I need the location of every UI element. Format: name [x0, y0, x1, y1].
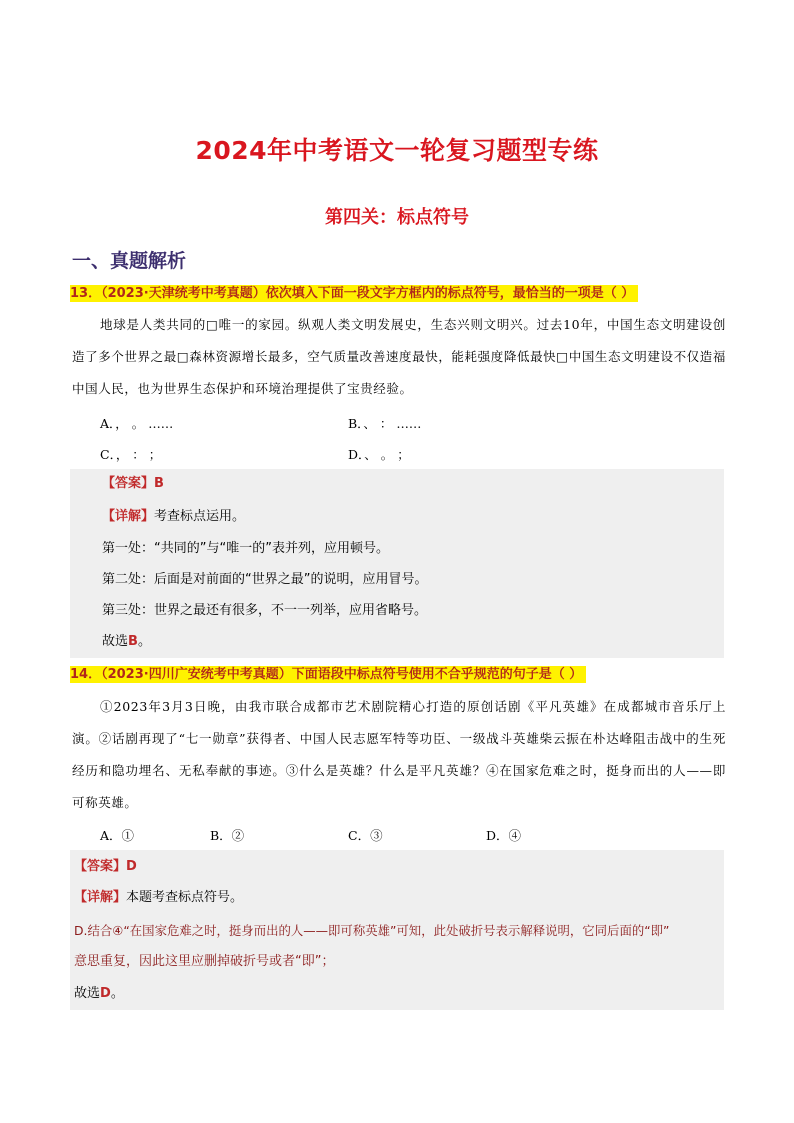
- question-14-header-text: 14．（2023·四川广安统考中考真题）下面语段中标点符号使用不合乎规范的句子是（ ）: [70, 666, 586, 683]
- choose-value: D: [100, 986, 111, 1001]
- choose-value: B: [128, 634, 138, 649]
- question-13-header-text: 13．（2023·天津统考中考真题）依次填入下面一段文字方框内的标点符号，最恰当的一项是（ ）: [70, 285, 638, 302]
- question-13-explain-2: 第二处：后面是对前面的“世界之最”的说明，应用冒号。: [102, 572, 428, 587]
- detail-text: 考查标点运用。: [154, 509, 246, 524]
- choose-prefix: 故选: [74, 986, 101, 1001]
- question-13-answer: [102, 474, 164, 494]
- question-14-choose: [74, 984, 124, 1004]
- question-13-choose: [102, 632, 151, 652]
- question-14-header: [70, 665, 586, 685]
- question-14-option-a: A．①: [100, 828, 135, 843]
- document-subtitle: 第四关：标点符号: [325, 207, 469, 228]
- question-14-option-d: D．④: [486, 828, 522, 843]
- detail-label: 【详解】: [74, 890, 127, 905]
- document-title: 2024年中考语文一轮复习题型专练: [195, 136, 599, 165]
- question-13-option-d: D．、 。 ；: [348, 447, 410, 462]
- question-14-option-b: B．②: [210, 828, 245, 843]
- question-13-explain-3: 第三处：世界之最还有很多，不一一列举，应用省略号。: [102, 603, 428, 618]
- question-13-passage: 地球是人类共同的□唯一的家园。纵观人类文明发展史，生态兴则文明兴。过去10年，中国生态文明建设创造了多个世界之最□森林资源增长最多，空气质量改善速度最快，能耗强度降低最快□中国生态文明建设不仅造福中国人民，也为世界生态保护和环境治理提供了宝贵经验。: [72, 317, 726, 396]
- answer-label: 【答案】: [102, 476, 155, 491]
- question-13-answer-box: [70, 469, 724, 658]
- question-13-explain-1: 第一处：“共同的”与“唯一的”表并列，应用顿号。: [102, 541, 389, 556]
- question-13-option-c: C．， ： ；: [100, 447, 162, 462]
- answer-label: 【答案】: [74, 859, 127, 874]
- question-14-explain-2: 意思重复，因此这里应删掉破折号或者“即”；: [74, 954, 335, 969]
- answer-value: B: [154, 476, 164, 491]
- question-13-header: [70, 284, 638, 304]
- question-14-explain-1: D.结合④“在国家危难之时，挺身而出的人——即可称英雄”可知，此处破折号表示解释说明，它同后面的“即”: [74, 923, 670, 938]
- detail-text: 本题考查标点符号。: [126, 890, 244, 905]
- question-13-detail: [102, 507, 245, 527]
- answer-value: D: [126, 859, 137, 874]
- question-14-detail: [74, 888, 243, 908]
- choose-prefix: 故选: [102, 634, 129, 649]
- question-14-answer-box: [70, 850, 724, 1010]
- section-heading: 一、真题解析: [72, 250, 187, 272]
- question-14-passage: ①2023年3月3日晚，由我市联合成都市艺术剧院精心打造的原创话剧《平凡英雄》在成都城市音乐厅上演。②话剧再现了“七一勋章”获得者、中国人民志愿军特等功臣、一级战斗英雄柴云振在朴达峰阻击战中的生死经历和隐功埋名、无私奉献的事迹。③什么是英雄？什么是平凡英雄？④在国家危难之时，挺身而出的人——即可称英雄。: [72, 699, 726, 810]
- question-13-option-b: B．、 ： ……: [348, 416, 422, 431]
- detail-label: 【详解】: [102, 509, 155, 524]
- choose-suffix: 。: [137, 634, 151, 649]
- question-14-option-c: C．③: [348, 828, 383, 843]
- question-14-answer: [74, 857, 137, 877]
- choose-suffix: 。: [110, 986, 124, 1001]
- question-13-option-a: A．， 。 ……: [100, 416, 174, 431]
